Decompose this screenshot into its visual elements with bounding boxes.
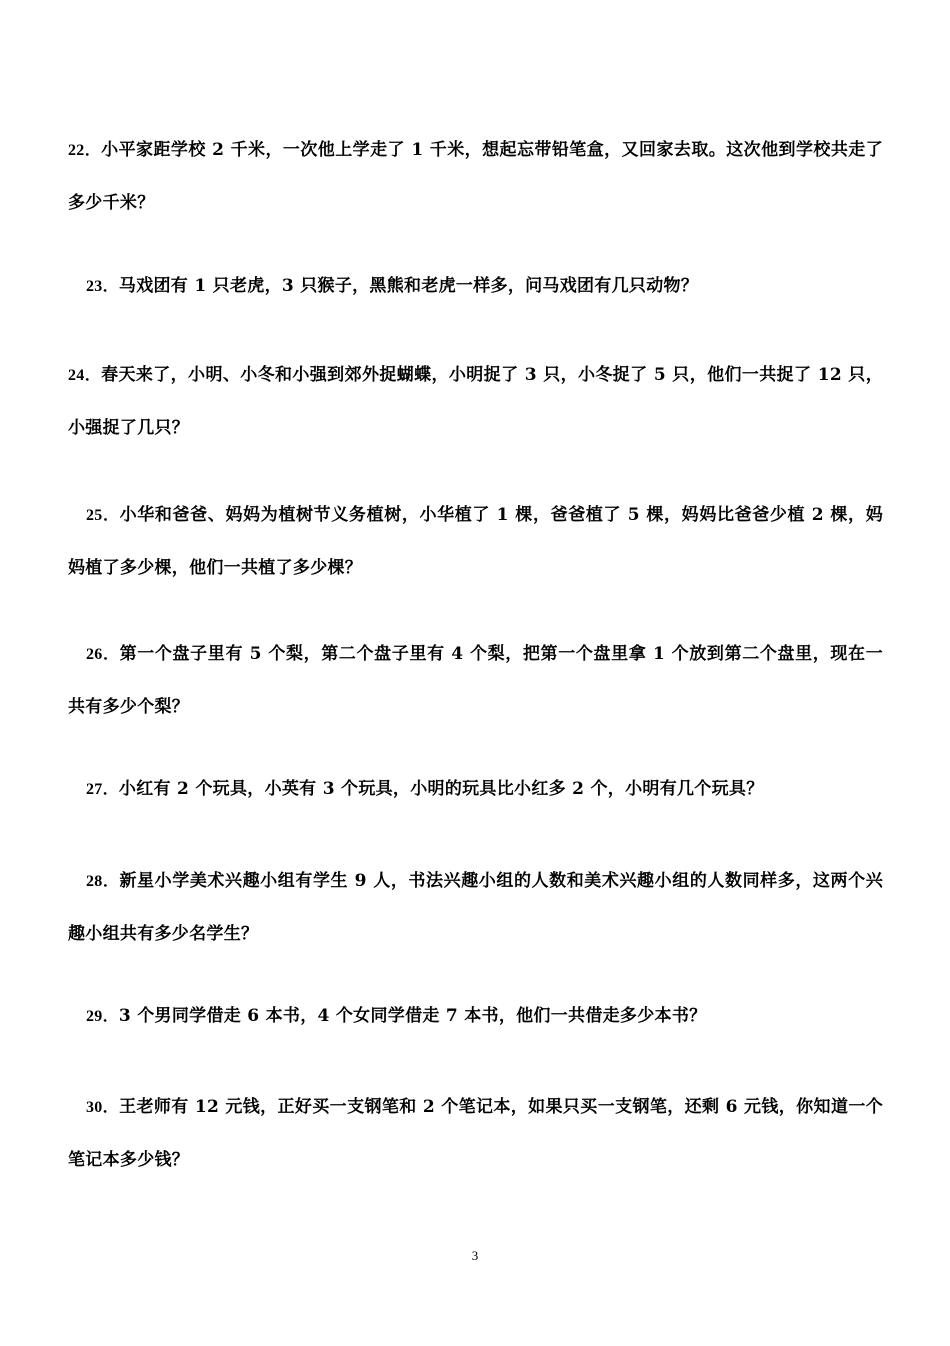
problem-25 — [68, 489, 883, 594]
problem-text: 新星小学美术兴趣小组有学生 9 人，书法兴趣小组的人数和美术兴趣小组的人数同样多，这两个兴趣小组共有多少名学生？ — [68, 871, 883, 944]
problem-number: 26． — [86, 646, 120, 663]
problem-number: 23． — [86, 278, 119, 295]
problem-28 — [68, 855, 883, 960]
problem-text: 3 个男同学借走 6 本书，4 个女同学借走 7 本书，他们一共借走多少本书？ — [118, 1006, 707, 1026]
problem-number: 30． — [86, 1099, 120, 1116]
problem-24 — [68, 349, 883, 454]
problem-text: 春天来了，小明、小冬和小强到郊外捉蝴蝶，小明捉了 3 只，小冬捉了 5 只，他们一共捉了 12 只，小强捉了几只？ — [68, 365, 884, 438]
problem-number: 25． — [86, 507, 120, 524]
problem-text: 第一个盘子里有 5 个梨，第二个盘子里有 4 个梨，把第一个盘里拿 1 个放到第二个盘里，现在一共有多少个梨？ — [68, 644, 883, 717]
problem-number: 22． — [68, 142, 102, 159]
problem-text: 小华和爸爸、妈妈为植树节义务植树，小华植了 1 棵，爸爸植了 5 棵，妈妈比爸爸少植 2 棵，妈妈植了多少棵，他们一共植了多少棵？ — [68, 505, 883, 578]
problem-29 — [68, 990, 883, 1043]
problem-27 — [68, 763, 883, 816]
problem-30 — [68, 1081, 883, 1186]
problem-26 — [68, 628, 883, 733]
problem-number: 27． — [86, 781, 119, 798]
page-number: 3 — [471, 1248, 479, 1263]
problem-22 — [68, 124, 883, 229]
problem-number: 29． — [86, 1008, 119, 1025]
problem-number: 28． — [86, 873, 120, 890]
problem-23 — [68, 260, 883, 313]
problem-text: 小红有 2 个玩具，小英有 3 个玩具，小明的玩具比小红多 2 个，小明有几个玩具？ — [118, 779, 764, 799]
problem-text: 小平家距学校 2 千米，一次他上学走了 1 千米，想起忘带铅笔盒，又回家去取。这次他到学校共走了多少千米？ — [68, 140, 883, 213]
problem-number: 24． — [68, 367, 102, 384]
problem-text: 王老师有 12 元钱，正好买一支钢笔和 2 个笔记本，如果只买一支钢笔，还剩 6 元钱，你知道一个笔记本多少钱？ — [68, 1097, 883, 1170]
problem-text: 马戏团有 1 只老虎，3 只猴子，黑熊和老虎一样多，问马戏团有几只动物？ — [118, 276, 699, 296]
